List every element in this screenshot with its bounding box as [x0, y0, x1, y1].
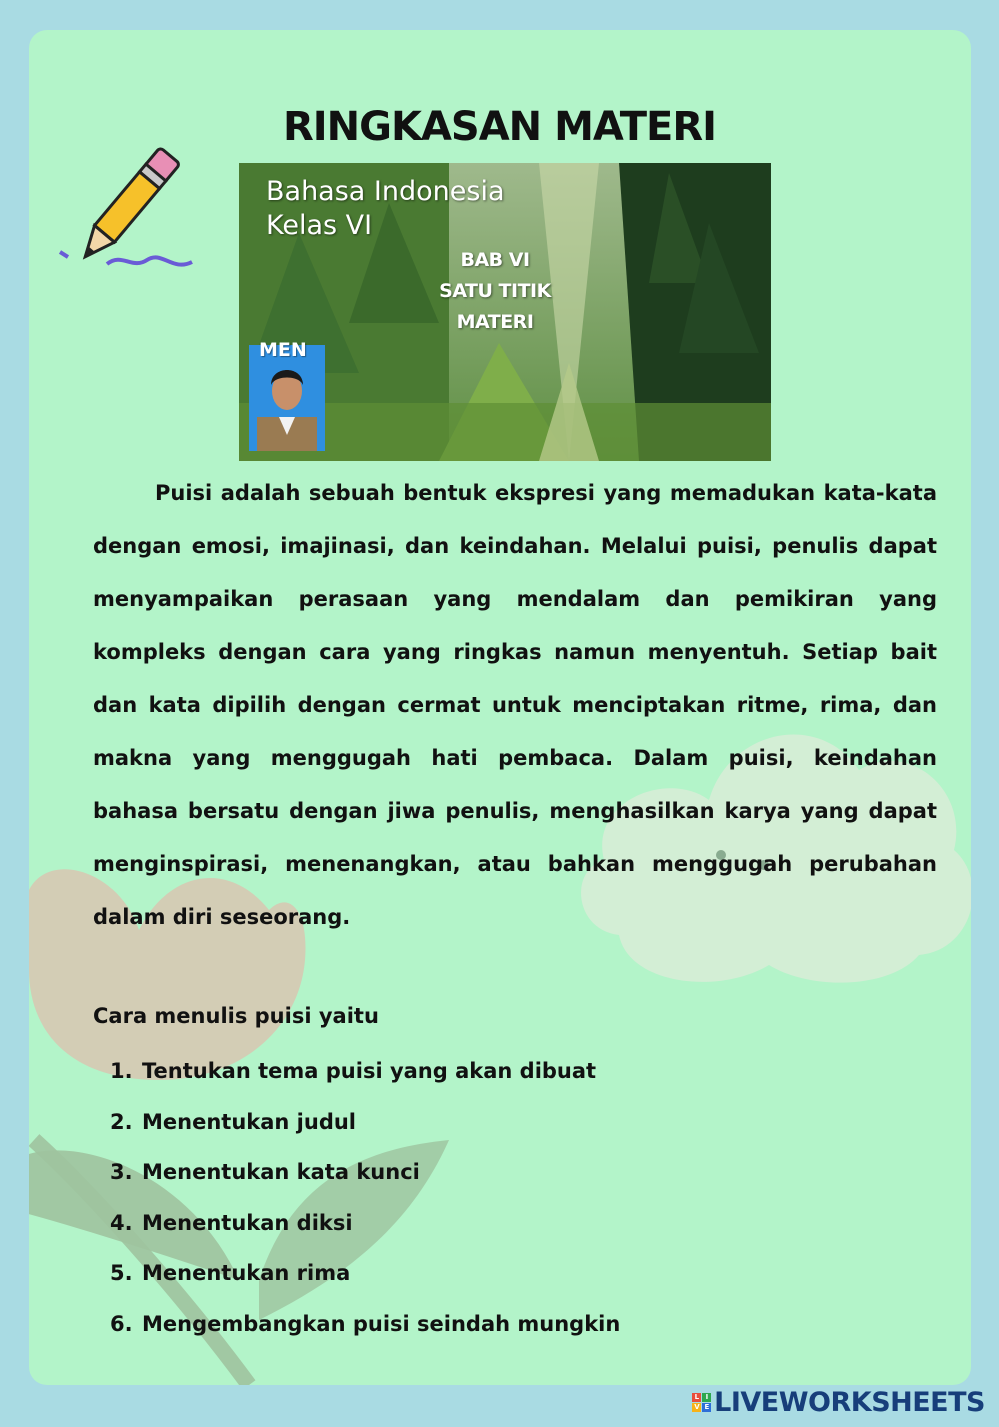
cover-image — [239, 163, 771, 461]
pencil-icon — [52, 132, 202, 282]
body-paragraph: Puisi adalah sebuah bentuk ekspresi yang memadukan kata-kata dengan emosi, imajinasi, dan keindahan. Melalui puisi, penulis dapat menyampaikan perasaan yang mendalam dan pemikiran yang kompleks dengan cara yang ringkas namun menyentuh. Setiap bait dan kata dipilih dengan cermat untuk menciptakan ritme, rima, dan makna yang menggugah hati pembaca. Dalam puisi, keindahan bahasa bersatu dengan jiwa penulis, menghasilkan karya yang dapat menginspirasi, menenangkan, atau bahkan menggugah perubahan dalam diri seseorang. — [93, 481, 937, 929]
logo-tile: V — [692, 1403, 701, 1412]
list-item-number: 6. — [110, 1311, 133, 1336]
cover-chapter-title: SATU TITIK — [439, 280, 551, 302]
list-item — [110, 1308, 620, 1359]
cover-bab: BAB VI — [460, 249, 530, 271]
list-item-number: 5. — [110, 1261, 133, 1285]
list-item-number: 1. — [110, 1059, 133, 1083]
list-item-text: Menentukan rima — [142, 1261, 351, 1285]
liveworksheets-logo-icon — [692, 1393, 711, 1412]
list-item-number: 2. — [110, 1109, 133, 1134]
list-item-text: Mengembangkan puisi seindah mungkin — [142, 1311, 621, 1336]
logo-tile: E — [702, 1403, 711, 1412]
logo-tile: I — [702, 1393, 711, 1402]
list-item-text: Menentukan kata kunci — [142, 1160, 420, 1184]
list-item — [110, 1156, 620, 1207]
list-item-number: 3. — [110, 1160, 133, 1184]
cover-subject — [266, 175, 505, 243]
brand-name: LIVEWORKSHEETS — [714, 1386, 985, 1418]
photo-label: MEN — [259, 339, 307, 361]
list-item-number: 4. — [110, 1210, 133, 1235]
list-item — [110, 1257, 620, 1308]
list-item — [110, 1106, 620, 1157]
list-item-text: Menentukan diksi — [142, 1210, 353, 1235]
list-item — [110, 1207, 620, 1258]
cover-subject-line1: Bahasa Indonesia — [266, 176, 505, 207]
steps-list — [110, 1055, 620, 1358]
list-item-text: Menentukan judul — [142, 1109, 356, 1134]
list-item — [110, 1055, 620, 1106]
liveworksheets-logo[interactable] — [692, 1385, 985, 1419]
cover-chapter — [435, 245, 555, 338]
cover-subject-line2: Kelas VI — [266, 210, 373, 241]
cover-label: MATERI — [456, 311, 534, 333]
page-title: RINGKASAN MATERI — [282, 104, 717, 150]
list-heading: Cara menulis puisi yaitu — [93, 1004, 379, 1028]
logo-tile: L — [692, 1393, 701, 1402]
list-item-text: Tentukan tema puisi yang akan dibuat — [142, 1059, 597, 1083]
